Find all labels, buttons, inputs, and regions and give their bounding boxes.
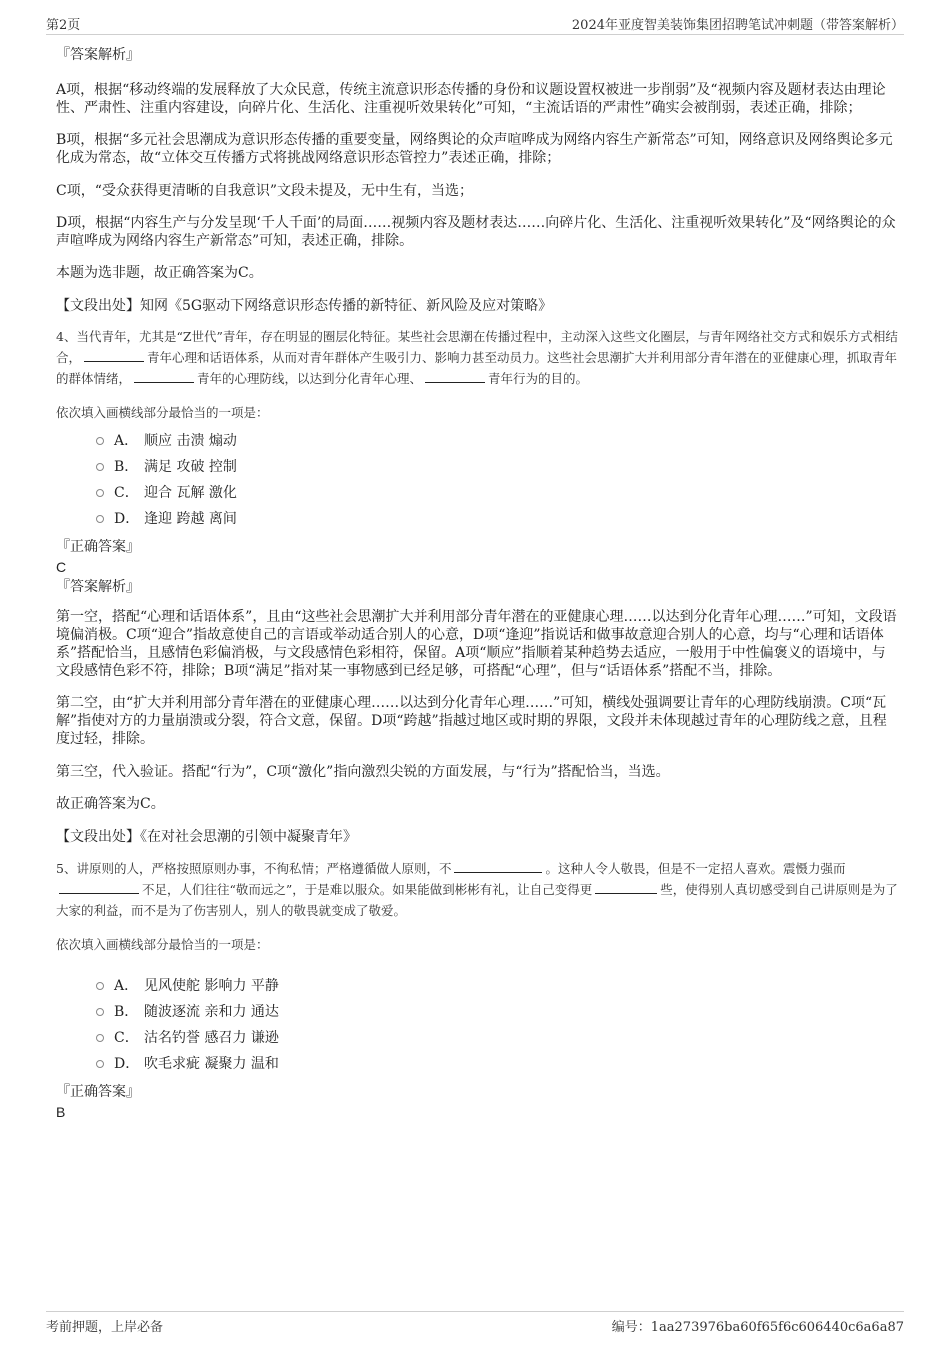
q5-blank-1 — [454, 859, 542, 873]
document-id: 编号：1aa273976ba60f65f6c606440c6a6a87 — [611, 1320, 904, 1335]
q5-blank-3 — [595, 880, 657, 894]
q4-prompt: 依次填入画横线部分最恰当的一项是： — [56, 405, 269, 420]
q4-stem-part-2: 青年心理和话语体系，从而对青年群体产生吸引力、影响力甚至动员力。这些社会思潮扩大并利用部分青年潜在的亚健康心理，抓取青年的群体情绪， — [56, 350, 898, 386]
radio-icon[interactable] — [96, 1034, 104, 1042]
q4-stem-part-4: 青年行为的目的。 — [488, 371, 589, 386]
q5-stem — [56, 858, 898, 921]
q4-source: 【文段出处】《在对社会思潮的引领中凝聚青年》 — [56, 829, 357, 845]
q3-analysis-a: A项，根据“移动终端的发展释放了大众民意，传统主流意识形态传播的身份和议题设置权被进一步削弱”及“视频内容及题材表达由理论性、严肃性、注重内容建设，向碎片化、生活化、注重视听效果转化”可知，“主流话语的严肃性”确实会被削弱，表述正确，排除； — [56, 82, 886, 116]
footer-slogan: 考前押题，上岸必备 — [46, 1320, 164, 1335]
q5-stem-part-4: 些，使得别人真切感受到自己讲原则是为了大家的利益，而不是为了伤害别人，别人的敬畏就变成了敬爱。 — [56, 882, 898, 918]
q4-option-d[interactable]: D． 逢迎 跨越 离间 — [56, 506, 898, 532]
radio-icon[interactable] — [96, 515, 104, 523]
page-header — [46, 12, 904, 35]
q3-conclusion: 本题为选非题，故正确答案为C。 — [56, 265, 263, 281]
q4-answer-label: 『正确答案』 — [56, 539, 140, 555]
q3-analysis-c: C项，“受众获得更清晰的自我意识”文段未提及，无中生有，当选； — [56, 183, 474, 199]
q4-stem-part-3: 青年的心理防线，以达到分化青年心理、 — [197, 371, 423, 386]
q4-analysis-1: 第一空，搭配“心理和话语体系”，且由“这些社会思潮扩大并利用部分青年潜在的亚健康心理……以达到分化青年心理……”可知，文段语境偏消极。C项“迎合”指故意使自己的言语或举动适合别人的心意，D项“逢迎”指说话和做事故意迎合别人的心意，均与“心理和话语体系”搭配恰当，且感情色彩偏消极，与文段感情色彩相符，保留。A项“顺应”指顺着某种趋势去适应，一般用于中性偏褒义的语境中，与文段感情色彩不符，排除；B项“满足”指对某一事物感到已经足够，可搭配“心理”，但与“话语体系”搭配不当，排除。 — [56, 609, 897, 679]
q5-option-a[interactable]: A． 见风使舵 影响力 平静 — [56, 973, 898, 999]
q4-stem — [56, 326, 898, 389]
q3-source: 【文段出处】知网《5G驱动下网络意识形态传播的新特征、新风险及应对策略》 — [56, 298, 553, 314]
q5-answer: B — [56, 1104, 66, 1120]
q4-conclusion: 故正确答案为C。 — [56, 796, 165, 812]
q3-analysis-d: D项，根据“内容生产与分发呈现‘千人千面’的局面……视频内容及题材表达……向碎片化、生活化、注重视听效果转化”及“网络舆论的众声喧哗成为网络内容生产新常态”可知，表述正确，排除。 — [56, 215, 896, 249]
radio-icon[interactable] — [96, 489, 104, 497]
page-number: 第2页 — [46, 18, 81, 33]
radio-icon[interactable] — [96, 1060, 104, 1068]
q4-analysis-3: 第三空，代入验证。搭配“行为”，C项“激化”指向激烈尖锐的方面发展，与“行为”搭配恰当，当选。 — [56, 764, 670, 780]
q4-option-c[interactable]: C． 迎合 瓦解 激化 — [56, 480, 898, 506]
q4-blank-3 — [425, 369, 485, 383]
q4-analysis-2: 第二空，由“扩大并利用部分青年潜在的亚健康心理……以达到分化青年心理……”可知，横线处强调要让青年的心理防线崩溃。C项“瓦解”指使对方的力量崩溃或分裂，符合文意，保留。D项“跨越”指越过地区或时期的界限，文段并未体现越过青年的心理防线之意，且程度过轻，排除。 — [56, 695, 887, 747]
q5-stem-part-1: 5、讲原则的人，严格按照原则办事，不徇私情；严格遵循做人原则，不 — [56, 861, 452, 876]
radio-icon[interactable] — [96, 437, 104, 445]
page-footer — [46, 1311, 904, 1336]
document-title: 2024年亚度智美装饰集团招聘笔试冲刺题（带答案解析） — [571, 18, 904, 33]
q5-option-c[interactable]: C． 沽名钓誉 感召力 谦逊 — [56, 1025, 898, 1051]
q4-options — [56, 428, 898, 532]
q4-blank-2 — [134, 369, 194, 383]
q4-answer: C — [56, 559, 67, 575]
page-content — [56, 46, 898, 1121]
q5-stem-part-2: 。这种人令人敬畏，但是不一定招人喜欢。震慑力强而 — [545, 861, 846, 876]
q4-option-a[interactable]: A． 顺应 击溃 煽动 — [56, 428, 898, 454]
q3-analysis-b: B项，根据“多元社会思潮成为意识形态传播的重要变量，网络舆论的众声喧哗成为网络内容生产新常态”可知，网络意识及网络舆论多元化成为常态，故“立体交互传播方式将挑战网络意识形态管控力”表述正确，排除； — [56, 132, 893, 166]
q5-blank-2 — [59, 880, 139, 894]
q4-stem-part-1: 4、当代青年，尤其是“Z世代”青年，存在明显的圈层化特征。某些社会思潮在传播过程中，主动深入这些文化圈层，与青年网络社交方式和娱乐方式相结合， — [56, 329, 898, 365]
q4-option-b[interactable]: B． 满足 攻破 控制 — [56, 454, 898, 480]
q5-prompt: 依次填入画横线部分最恰当的一项是： — [56, 937, 269, 952]
radio-icon[interactable] — [96, 1008, 104, 1016]
q3-analysis-label: 『答案解析』 — [56, 47, 140, 63]
q4-analysis-label: 『答案解析』 — [56, 579, 140, 595]
radio-icon[interactable] — [96, 982, 104, 990]
q5-options — [56, 973, 898, 1077]
q5-option-b[interactable]: B． 随波逐流 亲和力 通达 — [56, 999, 898, 1025]
q5-option-d[interactable]: D． 吹毛求疵 凝聚力 温和 — [56, 1051, 898, 1077]
q4-blank-1 — [84, 348, 144, 362]
q5-answer-label: 『正确答案』 — [56, 1084, 140, 1100]
radio-icon[interactable] — [96, 463, 104, 471]
q5-stem-part-3: 不足，人们往往“敬而远之”，于是难以服众。如果能做到彬彬有礼，让自己变得更 — [142, 882, 593, 897]
